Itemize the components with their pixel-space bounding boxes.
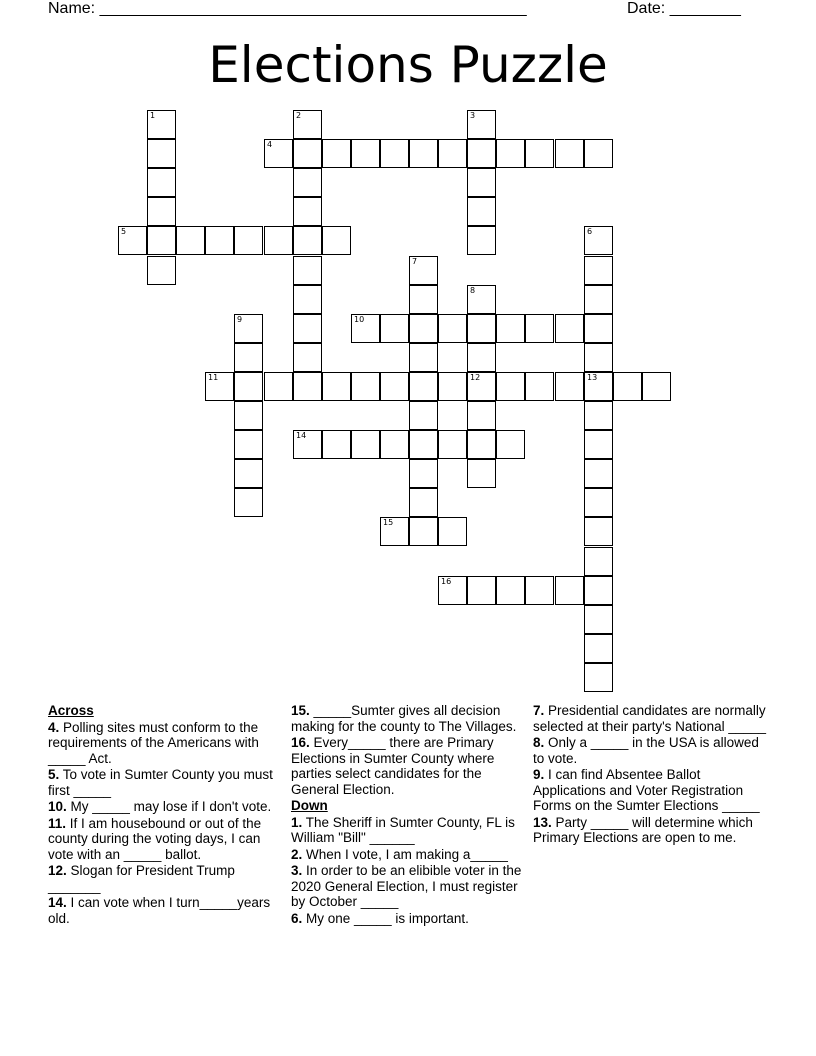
grid-cell[interactable] xyxy=(467,285,496,314)
clue-column-3 xyxy=(533,703,769,847)
clue-text: The Sheriff in Sumter County, FL is William "Bill" ______ xyxy=(291,814,515,845)
down-heading: Down xyxy=(291,798,328,813)
clue-number: 5 xyxy=(121,227,127,236)
grid-cell[interactable] xyxy=(467,430,496,459)
grid-cell[interactable] xyxy=(496,139,525,168)
clue-number-label: 11. xyxy=(48,815,67,831)
grid-cell[interactable] xyxy=(496,576,525,605)
clue-number-label: 9. xyxy=(533,767,545,782)
clue-number: 7 xyxy=(412,257,418,266)
grid-cell[interactable] xyxy=(613,372,642,401)
grid-cell[interactable] xyxy=(409,285,438,314)
grid-cell[interactable] xyxy=(380,314,409,343)
clue-item xyxy=(48,799,284,815)
grid-cell[interactable] xyxy=(322,226,351,255)
grid-cell[interactable] xyxy=(264,226,293,255)
grid-cell[interactable] xyxy=(467,459,496,488)
clue-number-label: 8. xyxy=(533,735,545,750)
grid-cell[interactable] xyxy=(438,372,467,401)
grid-cell[interactable] xyxy=(234,226,263,255)
grid-cell[interactable] xyxy=(525,314,554,343)
clue-number: 14 xyxy=(296,431,307,440)
grid-cell[interactable] xyxy=(584,459,613,488)
clue-text: To vote in Sumter County you must first _____ xyxy=(48,767,273,798)
grid-cell[interactable] xyxy=(351,139,380,168)
grid-cell[interactable] xyxy=(380,430,409,459)
grid-cell[interactable] xyxy=(147,226,176,255)
clue-number: 2 xyxy=(296,111,302,120)
grid-cell[interactable] xyxy=(351,430,380,459)
grid-cell[interactable] xyxy=(584,256,613,285)
clue-item xyxy=(533,815,769,846)
grid-cell[interactable] xyxy=(118,226,147,255)
grid-cell[interactable] xyxy=(525,372,554,401)
clue-number-label: 3. xyxy=(291,863,303,878)
grid-cell[interactable] xyxy=(555,139,584,168)
grid-cell[interactable] xyxy=(234,372,263,401)
across-heading: Across xyxy=(48,703,94,718)
grid-cell[interactable] xyxy=(409,139,438,168)
clue-number-label: 2. xyxy=(291,846,303,862)
clue-text: When I vote, I am making a_____ xyxy=(306,846,508,862)
date-field[interactable]: Date: ________ xyxy=(627,0,741,17)
grid-cell[interactable] xyxy=(584,285,613,314)
grid-cell[interactable] xyxy=(147,168,176,197)
grid-cell[interactable] xyxy=(409,372,438,401)
grid-cell[interactable] xyxy=(438,517,467,546)
grid-cell[interactable] xyxy=(467,110,496,139)
grid-cell[interactable] xyxy=(467,226,496,255)
clue-text: I can find Absentee Ballot Applications and Voter Registration Forms on the Sumter Elections _____ xyxy=(533,767,760,813)
grid-cell[interactable] xyxy=(584,488,613,517)
grid-cell[interactable] xyxy=(584,547,613,576)
clue-number: 9 xyxy=(237,315,243,324)
clue-item xyxy=(291,911,527,927)
clue-item xyxy=(48,816,284,863)
grid-cell[interactable] xyxy=(234,430,263,459)
grid-cell[interactable] xyxy=(147,256,176,285)
name-field[interactable]: Name: ________________________________________________ xyxy=(48,0,527,17)
grid-cell[interactable] xyxy=(584,663,613,692)
clue-number: 12 xyxy=(470,373,481,382)
grid-cell[interactable] xyxy=(525,139,554,168)
grid-cell[interactable] xyxy=(496,314,525,343)
grid-cell[interactable] xyxy=(351,314,380,343)
clue-item xyxy=(533,767,769,814)
clue-number-label: 13. xyxy=(533,814,552,830)
clue-text: Presidential candidates are normally selected at their party's National _____ xyxy=(533,703,766,734)
grid-cell[interactable] xyxy=(467,197,496,226)
clue-number-label: 16. xyxy=(291,735,310,750)
grid-cell[interactable] xyxy=(293,110,322,139)
grid-cell[interactable] xyxy=(293,139,322,168)
clue-text: I can vote when I turn_____years old. xyxy=(48,895,271,926)
grid-cell[interactable] xyxy=(234,488,263,517)
grid-cell[interactable] xyxy=(264,139,293,168)
grid-cell[interactable] xyxy=(496,430,525,459)
grid-cell[interactable] xyxy=(467,139,496,168)
grid-cell[interactable] xyxy=(409,343,438,372)
clue-number-label: 14. xyxy=(48,895,67,910)
grid-cell[interactable] xyxy=(584,226,613,255)
grid-cell[interactable] xyxy=(584,605,613,634)
grid-cell[interactable] xyxy=(409,459,438,488)
grid-cell[interactable] xyxy=(293,256,322,285)
clue-number-label: 10. xyxy=(48,799,67,814)
clue-number: 4 xyxy=(267,140,273,149)
grid-cell[interactable] xyxy=(584,401,613,430)
page-title: Elections Puzzle xyxy=(208,36,608,94)
clue-column-2 xyxy=(291,703,527,927)
grid-cell[interactable] xyxy=(380,139,409,168)
grid-cell[interactable] xyxy=(264,372,293,401)
clue-number-label: 4. xyxy=(48,719,60,735)
clue-number: 1 xyxy=(150,111,156,120)
clue-text: In order to be an elibible voter in the 2020 General Election, I must register by October _____ xyxy=(291,863,522,909)
grid-cell[interactable] xyxy=(380,517,409,546)
grid-cell[interactable] xyxy=(205,372,234,401)
clue-number: 13 xyxy=(587,373,598,382)
clue-text: My one _____ is important. xyxy=(306,910,469,926)
clue-number: 16 xyxy=(441,577,452,586)
grid-cell[interactable] xyxy=(555,576,584,605)
clue-number: 6 xyxy=(587,227,593,236)
grid-cell[interactable] xyxy=(409,314,438,343)
clue-number: 8 xyxy=(470,286,476,295)
grid-cell[interactable] xyxy=(176,226,205,255)
grid-cell[interactable] xyxy=(525,576,554,605)
grid-cell[interactable] xyxy=(322,372,351,401)
grid-cell[interactable] xyxy=(293,314,322,343)
grid-cell[interactable] xyxy=(234,314,263,343)
grid-cell[interactable] xyxy=(293,168,322,197)
grid-cell[interactable] xyxy=(293,430,322,459)
grid-cell[interactable] xyxy=(293,343,322,372)
clue-text: _____Sumter gives all decision making for the county to The Villages. xyxy=(291,703,517,734)
grid-cell[interactable] xyxy=(438,430,467,459)
grid-cell[interactable] xyxy=(584,517,613,546)
grid-cell[interactable] xyxy=(438,314,467,343)
clue-item xyxy=(533,735,769,766)
clue-number-label: 6. xyxy=(291,910,303,926)
grid-cell[interactable] xyxy=(584,343,613,372)
grid-cell[interactable] xyxy=(293,226,322,255)
grid-cell[interactable] xyxy=(584,372,613,401)
grid-cell[interactable] xyxy=(147,197,176,226)
clue-text: Party _____ will determine which Primary Elections are open to me. xyxy=(533,814,753,845)
grid-cell[interactable] xyxy=(584,430,613,459)
grid-cell[interactable] xyxy=(467,401,496,430)
grid-cell[interactable] xyxy=(584,314,613,343)
grid-cell[interactable] xyxy=(496,372,525,401)
clue-number-label: 7. xyxy=(533,703,545,718)
grid-cell[interactable] xyxy=(409,430,438,459)
clue-number: 11 xyxy=(208,373,219,382)
grid-cell[interactable] xyxy=(205,226,234,255)
grid-cell[interactable] xyxy=(584,634,613,663)
clue-text: My _____ may lose if I don't vote. xyxy=(70,799,272,814)
clue-item xyxy=(48,895,284,926)
clue-item xyxy=(291,847,527,863)
clue-number-label: 15. xyxy=(291,703,310,718)
clue-text: If I am housebound or out of the county during the voting days, I can vote with an _____ ballot. xyxy=(48,815,262,862)
clue-number-label: 1. xyxy=(291,814,303,830)
clue-item xyxy=(533,703,769,734)
clue-text: Polling sites must conform to the requirements of the Americans with _____ Act. xyxy=(48,719,259,766)
grid-cell[interactable] xyxy=(584,139,613,168)
grid-cell[interactable] xyxy=(467,576,496,605)
grid-cell[interactable] xyxy=(322,430,351,459)
clue-number-label: 12. xyxy=(48,863,67,878)
grid-cell[interactable] xyxy=(642,372,671,401)
grid-cell[interactable] xyxy=(467,168,496,197)
clue-column-1 xyxy=(48,703,284,927)
grid-cell[interactable] xyxy=(234,459,263,488)
grid-cell[interactable] xyxy=(234,343,263,372)
grid-cell[interactable] xyxy=(234,401,263,430)
grid-cell[interactable] xyxy=(409,401,438,430)
clue-text: Every_____ there are Primary Elections in Sumter County where parties select candidates for the General Election. xyxy=(291,735,495,797)
grid-cell[interactable] xyxy=(409,256,438,285)
grid-cell[interactable] xyxy=(467,314,496,343)
grid-cell[interactable] xyxy=(438,139,467,168)
grid-cell[interactable] xyxy=(467,343,496,372)
clue-item xyxy=(291,703,527,734)
clue-text: Only a _____ in the USA is allowed to vote. xyxy=(533,735,759,766)
clue-item xyxy=(48,863,284,894)
grid-cell[interactable] xyxy=(409,517,438,546)
clue-text: Slogan for President Trump _______ xyxy=(48,863,235,894)
grid-cell[interactable] xyxy=(409,488,438,517)
grid-cell[interactable] xyxy=(351,372,380,401)
clue-item xyxy=(291,863,527,910)
grid-cell[interactable] xyxy=(584,576,613,605)
grid-cell[interactable] xyxy=(293,285,322,314)
grid-cell[interactable] xyxy=(147,110,176,139)
grid-cell[interactable] xyxy=(293,197,322,226)
grid-cell[interactable] xyxy=(322,139,351,168)
clue-item xyxy=(291,815,527,846)
grid-cell[interactable] xyxy=(147,139,176,168)
clue-item xyxy=(48,720,284,767)
clue-number: 15 xyxy=(383,518,394,527)
clue-item xyxy=(48,767,284,798)
clue-number: 3 xyxy=(470,111,476,120)
grid-cell[interactable] xyxy=(293,372,322,401)
clue-number: 10 xyxy=(354,315,365,324)
grid-cell[interactable] xyxy=(467,372,496,401)
grid-cell[interactable] xyxy=(555,314,584,343)
grid-cell[interactable] xyxy=(555,372,584,401)
clue-item xyxy=(291,735,527,797)
grid-cell[interactable] xyxy=(380,372,409,401)
clue-number-label: 5. xyxy=(48,767,60,782)
grid-cell[interactable] xyxy=(438,576,467,605)
